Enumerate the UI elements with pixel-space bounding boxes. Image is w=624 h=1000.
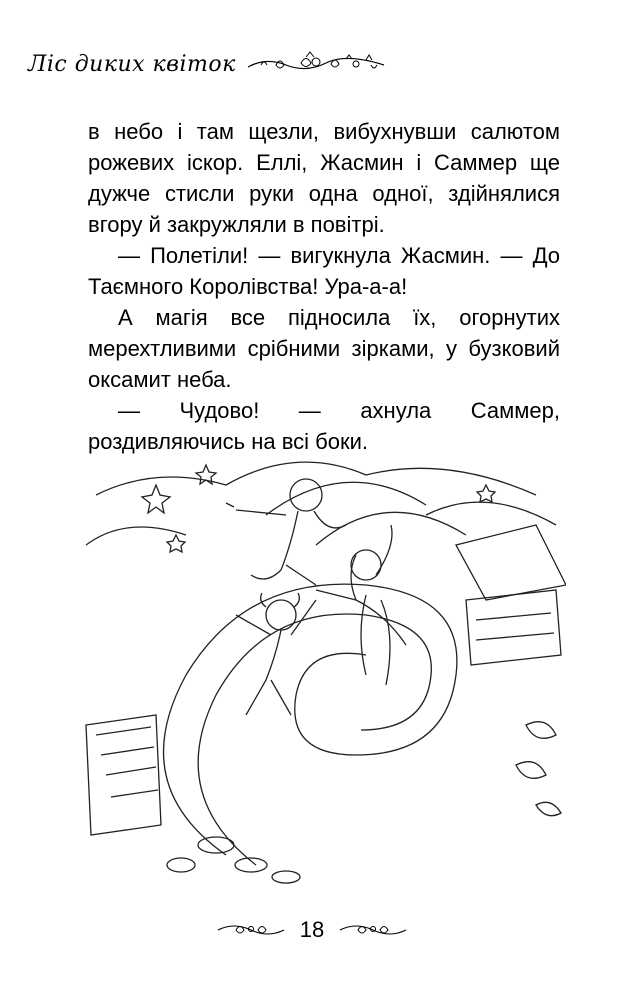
floral-ornament-icon xyxy=(338,920,408,940)
floral-ornament-icon xyxy=(216,920,286,940)
paragraph-1: в небо і там щезли, вибухнувши салютом рожевих іскор. Еллі, Жасмин і Саммер ще дужче стисли руки одна одної, здійнялися вгору й закружляли в повітрі. xyxy=(88,119,560,237)
floral-ornament-icon xyxy=(246,49,386,79)
paragraph-2: — Полетіли! — вигукнула Жасмин. — До Таємного Королівства! Ура-а-а! xyxy=(88,243,560,299)
paragraph-3: А магія все підносила їх, огорнутих мерехтливими срібними зірками, у бузковий оксамит неба. xyxy=(88,305,560,392)
body-text xyxy=(88,116,560,457)
flying-girls-illustration xyxy=(66,425,566,885)
paragraph-4: — Чудово! — ахнула Саммер, роздивляючись на всі боки. xyxy=(88,398,560,454)
page-footer xyxy=(0,912,624,948)
page-number: 18 xyxy=(299,917,325,942)
page-header xyxy=(28,44,428,84)
running-title: Ліс диких квіток xyxy=(28,51,236,77)
